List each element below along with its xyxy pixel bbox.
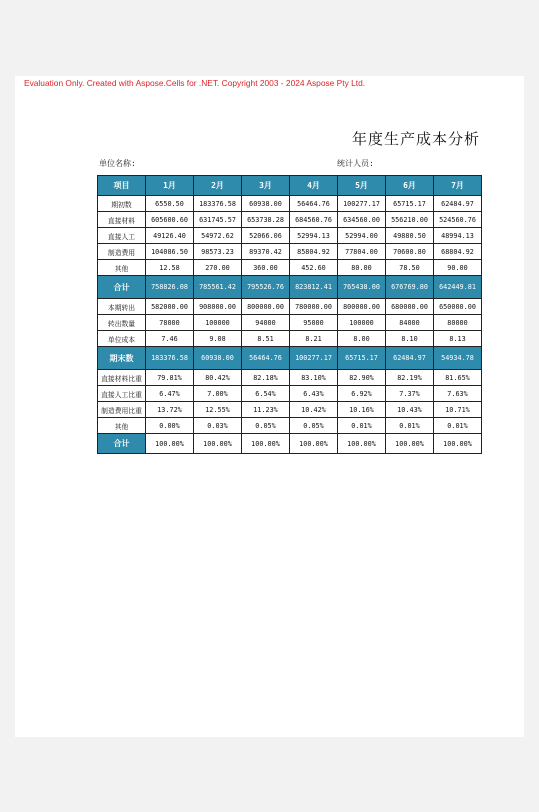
- table-cell[interactable]: 360.00: [242, 260, 290, 276]
- table-cell[interactable]: 104086.50: [146, 244, 194, 260]
- table-cell[interactable]: 582000.00: [146, 299, 194, 315]
- table-cell[interactable]: 56464.76: [290, 196, 338, 212]
- table-cell[interactable]: 605600.60: [146, 212, 194, 228]
- table-cell[interactable]: 183376.58: [146, 347, 194, 370]
- table-cell[interactable]: 524560.76: [434, 212, 482, 228]
- column-header: 2月: [194, 176, 242, 196]
- table-row: [98, 434, 482, 454]
- table-cell[interactable]: 758826.08: [146, 276, 194, 299]
- table-row: [98, 228, 482, 244]
- table-header-row: [98, 176, 482, 196]
- table-cell[interactable]: 8.21: [290, 331, 338, 347]
- table-cell[interactable]: 11.23%: [242, 402, 290, 418]
- table-cell[interactable]: 100.00%: [434, 434, 482, 454]
- table-cell[interactable]: 80000: [434, 315, 482, 331]
- row-label-cell[interactable]: 制造费用: [98, 244, 146, 260]
- table-cell[interactable]: 65715.17: [386, 196, 434, 212]
- table-cell[interactable]: 100.00%: [338, 434, 386, 454]
- table-cell[interactable]: 556210.00: [386, 212, 434, 228]
- table-cell[interactable]: 8.00: [338, 331, 386, 347]
- table-cell[interactable]: 8.13: [434, 331, 482, 347]
- table-cell[interactable]: 7.37%: [386, 386, 434, 402]
- row-label-cell[interactable]: 其他: [98, 260, 146, 276]
- table-cell[interactable]: 650000.00: [434, 299, 482, 315]
- table-cell[interactable]: 85804.92: [290, 244, 338, 260]
- table-cell[interactable]: 642449.81: [434, 276, 482, 299]
- table-cell[interactable]: 77804.00: [338, 244, 386, 260]
- row-label-cell[interactable]: 期初数: [98, 196, 146, 212]
- row-label-cell[interactable]: 合计: [98, 434, 146, 454]
- table-cell[interactable]: 100277.17: [290, 347, 338, 370]
- table-row: [98, 276, 482, 299]
- table-cell[interactable]: 908000.00: [194, 299, 242, 315]
- table-cell[interactable]: 7.63%: [434, 386, 482, 402]
- page-title: 年度生产成本分析: [352, 130, 481, 148]
- row-label-cell[interactable]: 单位成本: [98, 331, 146, 347]
- table-cell[interactable]: 765438.00: [338, 276, 386, 299]
- table-cell[interactable]: 10.42%: [290, 402, 338, 418]
- table-cell[interactable]: 60938.00: [194, 347, 242, 370]
- table-row: [98, 347, 482, 370]
- table-cell[interactable]: 52066.06: [242, 228, 290, 244]
- table-cell[interactable]: 0.01%: [434, 418, 482, 434]
- table-cell[interactable]: 0.05%: [242, 418, 290, 434]
- table-cell[interactable]: 100000: [194, 315, 242, 331]
- table-row: [98, 370, 482, 386]
- table-row: [98, 212, 482, 228]
- table-cell[interactable]: 8.51: [242, 331, 290, 347]
- unit-name-label: 单位名称:: [99, 159, 136, 168]
- table-cell[interactable]: 68804.92: [434, 244, 482, 260]
- table-cell[interactable]: 8.10: [386, 331, 434, 347]
- table-cell[interactable]: 653738.28: [242, 212, 290, 228]
- table-cell[interactable]: 183376.58: [194, 196, 242, 212]
- table-cell[interactable]: 82.90%: [338, 370, 386, 386]
- row-label-cell[interactable]: 其他: [98, 418, 146, 434]
- table-cell[interactable]: 98573.23: [194, 244, 242, 260]
- table-row: [98, 299, 482, 315]
- table-cell[interactable]: 60938.00: [242, 196, 290, 212]
- table-cell[interactable]: 65715.17: [338, 347, 386, 370]
- table-cell[interactable]: 100.00%: [146, 434, 194, 454]
- table-cell[interactable]: 12.55%: [194, 402, 242, 418]
- column-header: 1月: [146, 176, 194, 196]
- table-row: [98, 260, 482, 276]
- column-header: 6月: [386, 176, 434, 196]
- spreadsheet-page: [15, 76, 524, 737]
- table-cell[interactable]: 680000.00: [386, 299, 434, 315]
- table-cell[interactable]: 89370.42: [242, 244, 290, 260]
- column-header: 5月: [338, 176, 386, 196]
- table-cell[interactable]: 795526.76: [242, 276, 290, 299]
- table-cell[interactable]: 0.00%: [146, 418, 194, 434]
- table-cell[interactable]: 676769.80: [386, 276, 434, 299]
- table-row: [98, 331, 482, 347]
- table-cell[interactable]: 54934.78: [434, 347, 482, 370]
- table-cell[interactable]: 100000: [338, 315, 386, 331]
- table-cell[interactable]: 800000.00: [242, 299, 290, 315]
- table-cell[interactable]: 7.00%: [194, 386, 242, 402]
- table-cell[interactable]: 82.19%: [386, 370, 434, 386]
- column-header: 项目: [98, 176, 146, 196]
- evaluation-watermark: Evaluation Only. Created with Aspose.Cells for .NET. Copyright 2003 - 2024 Aspose Pty Ltd.: [24, 78, 366, 88]
- row-label-cell[interactable]: 直接人工比重: [98, 386, 146, 402]
- table-cell[interactable]: 49126.40: [146, 228, 194, 244]
- table-cell[interactable]: 6.92%: [338, 386, 386, 402]
- column-header: 3月: [242, 176, 290, 196]
- table-cell[interactable]: 13.72%: [146, 402, 194, 418]
- row-label-cell[interactable]: 直接材料比重: [98, 370, 146, 386]
- table-row: [98, 196, 482, 212]
- table-cell[interactable]: 62484.97: [386, 347, 434, 370]
- table-cell[interactable]: 6.47%: [146, 386, 194, 402]
- table-cell[interactable]: 12.58: [146, 260, 194, 276]
- table-cell[interactable]: 100.00%: [290, 434, 338, 454]
- table-cell[interactable]: 78000: [146, 315, 194, 331]
- table-row: [98, 402, 482, 418]
- table-cell[interactable]: 80.42%: [194, 370, 242, 386]
- table-cell[interactable]: 70600.80: [386, 244, 434, 260]
- table-cell[interactable]: 780000.00: [290, 299, 338, 315]
- table-cell[interactable]: 10.71%: [434, 402, 482, 418]
- table-cell[interactable]: 82.18%: [242, 370, 290, 386]
- table-cell[interactable]: 631745.57: [194, 212, 242, 228]
- table-cell[interactable]: 56464.76: [242, 347, 290, 370]
- table-cell[interactable]: 634560.00: [338, 212, 386, 228]
- table-cell[interactable]: 270.00: [194, 260, 242, 276]
- table-cell[interactable]: 54972.62: [194, 228, 242, 244]
- table-cell[interactable]: 100277.17: [338, 196, 386, 212]
- table-cell[interactable]: 0.01%: [338, 418, 386, 434]
- row-label-cell[interactable]: 合计: [98, 276, 146, 299]
- table-cell[interactable]: 95000: [290, 315, 338, 331]
- table-cell[interactable]: 6550.50: [146, 196, 194, 212]
- table-cell[interactable]: 10.16%: [338, 402, 386, 418]
- table-cell[interactable]: 49880.50: [386, 228, 434, 244]
- table-cell[interactable]: 684560.76: [290, 212, 338, 228]
- table-cell[interactable]: 9.08: [194, 331, 242, 347]
- table-cell[interactable]: 79.81%: [146, 370, 194, 386]
- table-cell[interactable]: 62484.97: [434, 196, 482, 212]
- table-cell[interactable]: 800000.00: [338, 299, 386, 315]
- row-label-cell[interactable]: 直接材料: [98, 212, 146, 228]
- row-label-cell[interactable]: 直接人工: [98, 228, 146, 244]
- column-header: 4月: [290, 176, 338, 196]
- table-cell[interactable]: 48994.13: [434, 228, 482, 244]
- table-cell[interactable]: 81.65%: [434, 370, 482, 386]
- table-cell[interactable]: 78.50: [386, 260, 434, 276]
- row-label-cell[interactable]: 转出数量: [98, 315, 146, 331]
- table-cell[interactable]: 52994.00: [338, 228, 386, 244]
- table-row: [98, 418, 482, 434]
- table-cell[interactable]: 7.46: [146, 331, 194, 347]
- table-cell[interactable]: 6.43%: [290, 386, 338, 402]
- table-cell[interactable]: 100.00%: [386, 434, 434, 454]
- statistician-label: 统计人员:: [337, 159, 374, 168]
- table-cell[interactable]: 84000: [386, 315, 434, 331]
- table-cell[interactable]: 90.00: [434, 260, 482, 276]
- row-label-cell[interactable]: 期末数: [98, 347, 146, 370]
- row-label-cell[interactable]: 本期转出: [98, 299, 146, 315]
- table-cell[interactable]: 80.00: [338, 260, 386, 276]
- cost-analysis-table: [97, 175, 482, 454]
- table-cell[interactable]: 100.00%: [242, 434, 290, 454]
- table-row: [98, 386, 482, 402]
- table-cell[interactable]: 83.10%: [290, 370, 338, 386]
- column-header: 7月: [434, 176, 482, 196]
- table-body: [98, 196, 482, 454]
- table-cell[interactable]: 452.60: [290, 260, 338, 276]
- table-row: [98, 244, 482, 260]
- table-cell[interactable]: 100.00%: [194, 434, 242, 454]
- table-cell[interactable]: 0.01%: [386, 418, 434, 434]
- table-cell[interactable]: 6.54%: [242, 386, 290, 402]
- table-cell[interactable]: 785561.42: [194, 276, 242, 299]
- table-cell[interactable]: 823812.41: [290, 276, 338, 299]
- table-cell[interactable]: 0.05%: [290, 418, 338, 434]
- table-cell[interactable]: 94000: [242, 315, 290, 331]
- row-label-cell[interactable]: 制造费用比重: [98, 402, 146, 418]
- table-row: [98, 315, 482, 331]
- table-cell[interactable]: 0.03%: [194, 418, 242, 434]
- table-cell[interactable]: 52994.13: [290, 228, 338, 244]
- table-cell[interactable]: 10.43%: [386, 402, 434, 418]
